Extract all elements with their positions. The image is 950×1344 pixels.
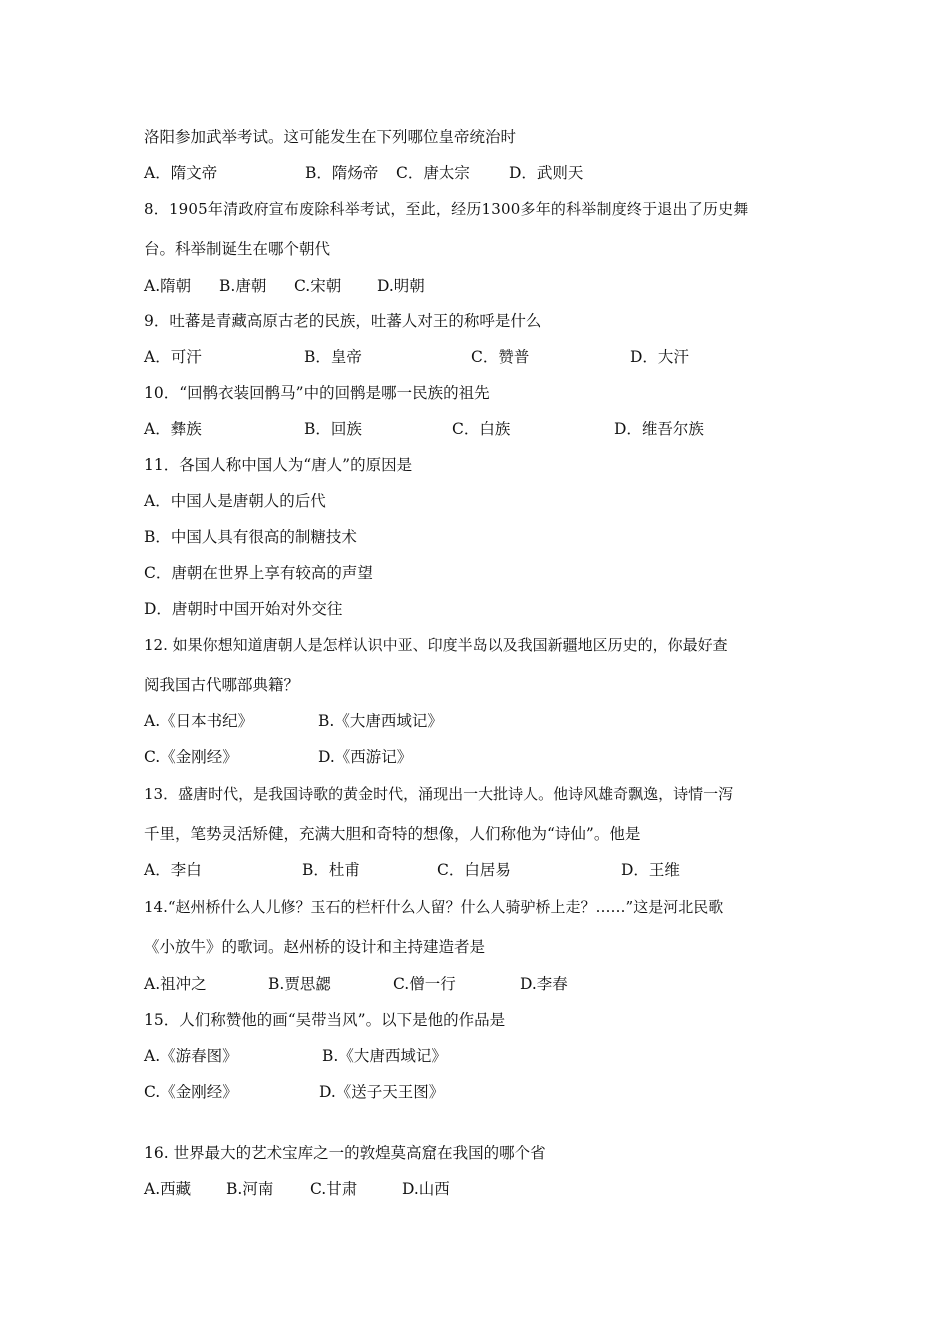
q7-option-a: A．隋文帝 [144,164,218,182]
q9-option-a: A．可汗 [144,348,202,366]
q13-stem-line2: 千里，笔势灵活矫健，充满大胆和奇特的想像，人们称他为“诗仙”。他是 [144,825,641,843]
q11-option-a: A．中国人是唐朝人的后代 [144,492,326,510]
q8-option-a: A.隋朝 [144,277,192,295]
q11-option-c: C．唐朝在世界上享有较高的声望 [144,564,373,582]
q13-option-c: C．白居易 [437,861,511,879]
q10-option-a: A．彝族 [144,420,202,438]
q7-stem: 洛阳参加武举考试。这可能发生在下列哪位皇帝统治时 [144,128,517,146]
q12-option-b: B.《大唐西域记》 [318,712,443,730]
q7-option-b: B．隋炀帝 [305,164,379,182]
q14-option-c: C.僧一行 [393,975,456,993]
q12-option-a: A.《日本书纪》 [144,712,254,730]
q15-option-a: A.《游春图》 [144,1047,238,1065]
q8-stem-line1: 8．1905年清政府宣布废除科举考试，至此，经历1300多年的科举制度终于退出了历史舞 [144,200,749,218]
q8-option-d: D.明朝 [377,277,425,295]
q11-option-b: B．中国人具有很高的制糖技术 [144,528,357,546]
q15-stem: 15．人们称赞他的画“吴带当风”。以下是他的作品是 [144,1011,506,1029]
q14-stem-line1: 14.“赵州桥什么人儿修？玉石的栏杆什么人留？什么人骑驴桥上走？……”这是河北民歌 [144,898,724,916]
q16-option-a: A.西藏 [144,1180,192,1198]
q12-option-c: C.《金刚经》 [144,748,238,766]
q16-option-d: D.山西 [402,1180,450,1198]
q15-option-b: B.《大唐西域记》 [322,1047,447,1065]
q14-option-a: A.祖冲之 [144,975,207,993]
q12-stem-line2: 阅我国古代哪部典籍？ [144,676,300,694]
q16-option-b: B.河南 [226,1180,274,1198]
q7-option-d: D．武则天 [509,164,584,182]
q9-option-c: C．赞普 [471,348,530,366]
q13-stem-line1: 13．盛唐时代，是我国诗歌的黄金时代，涌现出一大批诗人。他诗风雄奇飘逸，诗情一泻 [144,785,734,803]
q10-option-b: B．回族 [304,420,362,438]
q12-stem-line1: 12. 如果你想知道唐朝人是怎样认识中亚、印度半岛以及我国新疆地区历史的，你最好查 [144,636,728,654]
q13-option-d: D．王维 [621,861,680,879]
q14-stem-line2: 《小放牛》的歌词。赵州桥的设计和主持建造者是 [144,938,486,956]
q14-option-d: D.李春 [520,975,568,993]
q14-option-b: B.贾思勰 [268,975,331,993]
q15-option-d: D.《送子天王图》 [319,1083,445,1101]
q8-option-c: C.宋朝 [294,277,342,295]
q9-stem: 9．吐蕃是青藏高原古老的民族，吐蕃人对王的称呼是什么 [144,312,542,330]
q9-option-d: D．大汗 [630,348,689,366]
q7-option-c: C．唐太宗 [396,164,470,182]
q11-stem: 11．各国人称中国人为“唐人”的原因是 [144,456,413,474]
q12-option-d: D.《西游记》 [318,748,413,766]
q8-stem-line2: 台。科举制诞生在哪个朝代 [144,240,331,258]
q15-option-c: C.《金刚经》 [144,1083,238,1101]
q8-option-b: B.唐朝 [219,277,267,295]
q13-option-a: A．李白 [144,861,202,879]
q13-option-b: B．杜甫 [302,861,360,879]
q10-option-d: D．维吾尔族 [614,420,704,438]
q16-stem: 16. 世界最大的艺术宝库之一的敦煌莫高窟在我国的哪个省 [144,1144,546,1162]
q9-option-b: B．皇帝 [304,348,362,366]
q10-stem: 10．“回鹘衣装回鹘马”中的回鹘是哪一民族的祖先 [144,384,490,402]
q16-option-c: C.甘肃 [310,1180,358,1198]
q11-option-d: D．唐朝时中国开始对外交往 [144,600,343,618]
q10-option-c: C．白族 [452,420,511,438]
